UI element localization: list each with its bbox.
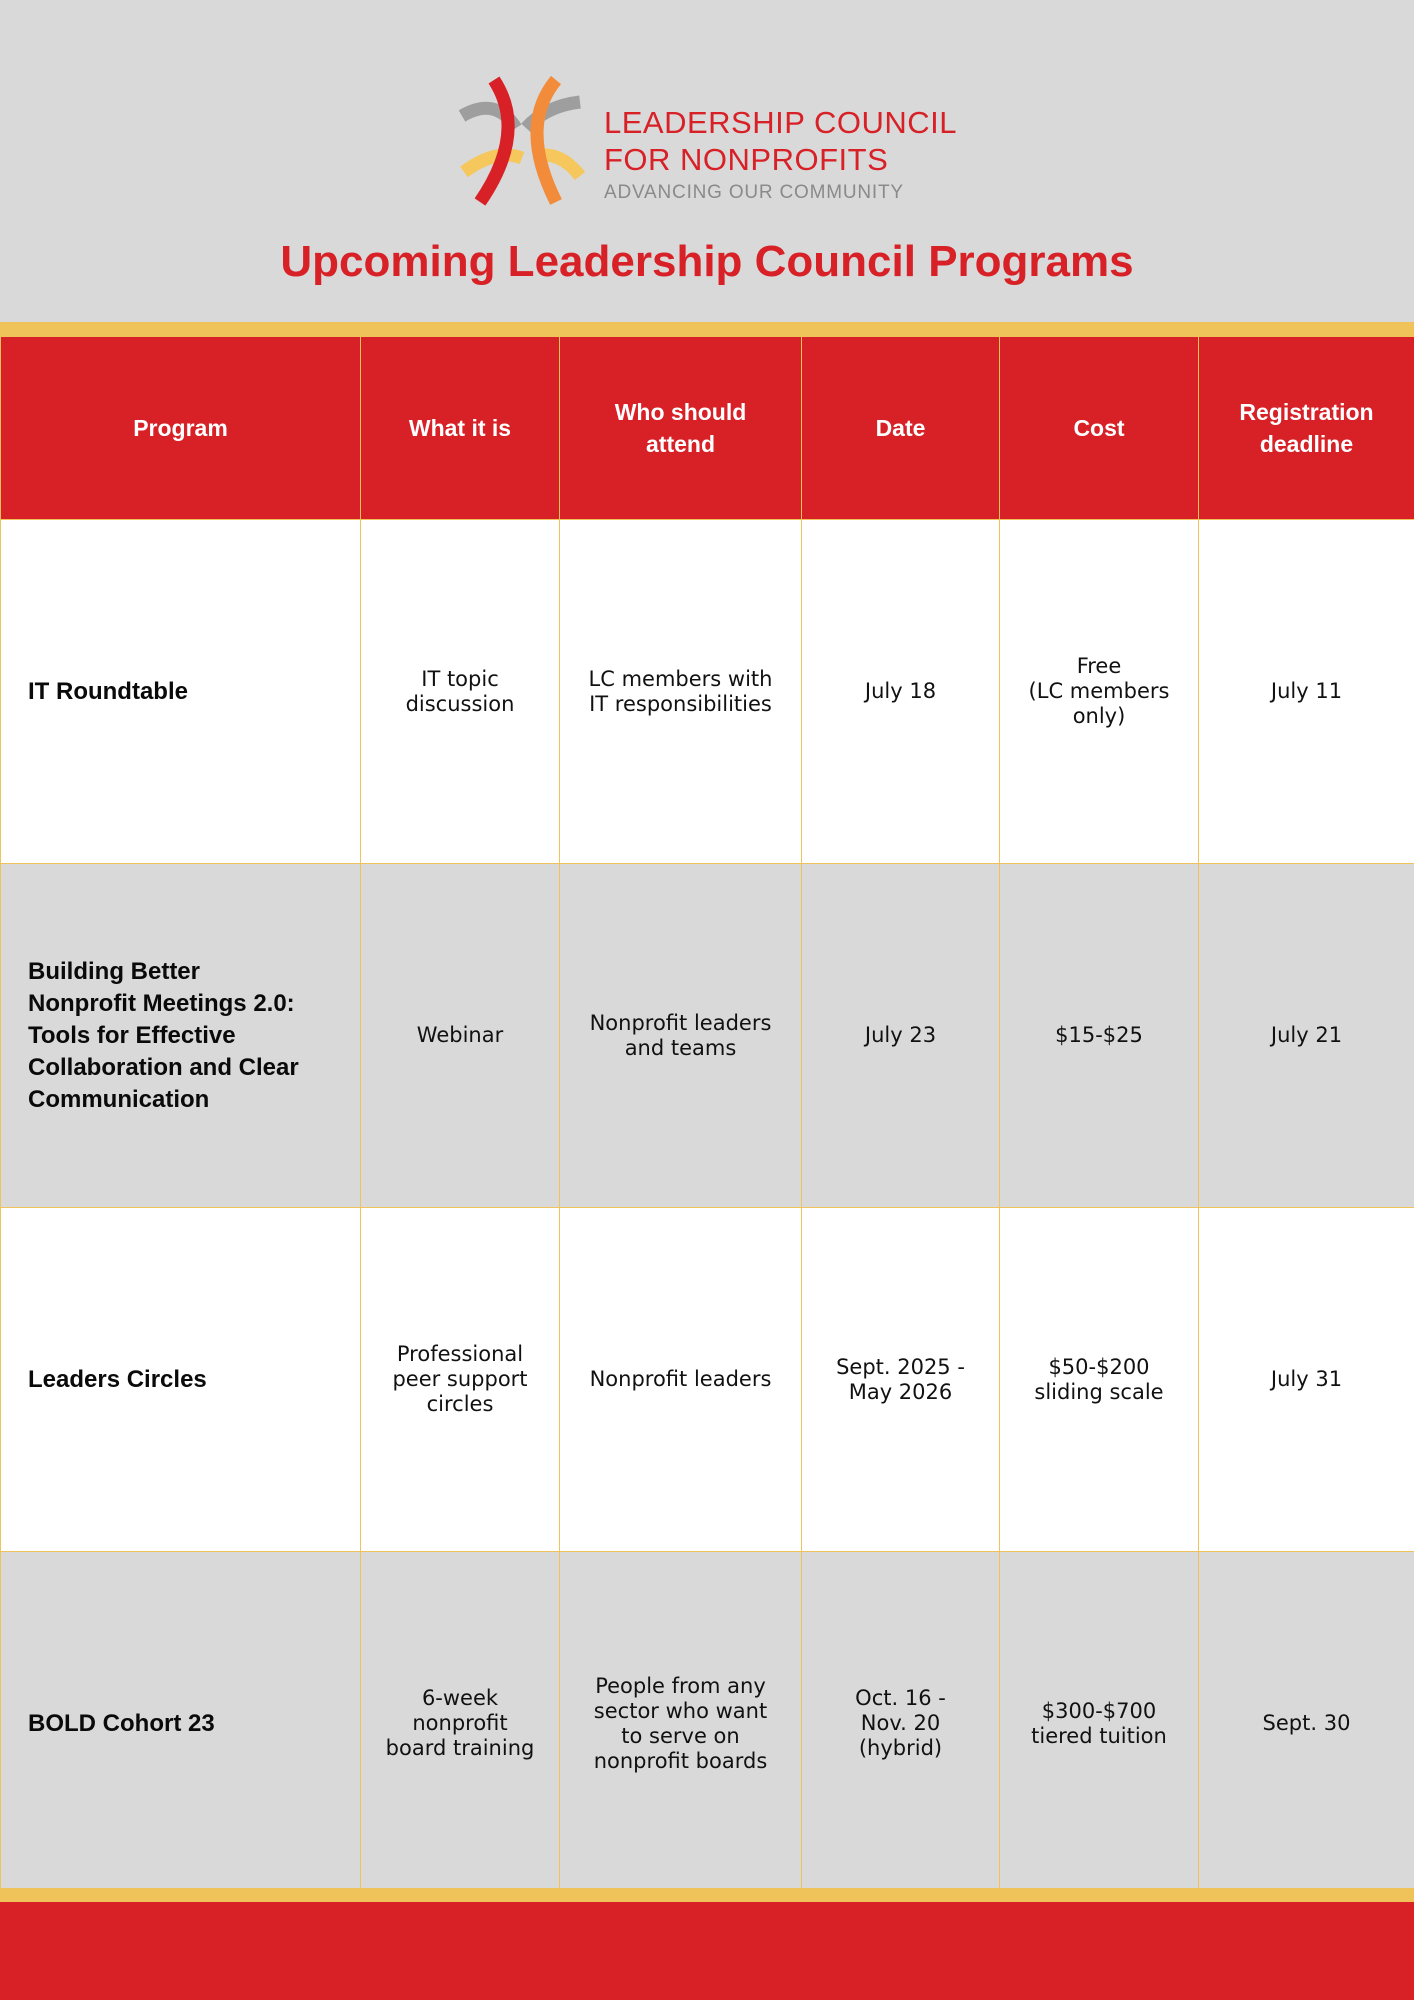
program-name: BOLD Cohort 23	[1, 1552, 361, 1896]
deadline-cell: Sept. 30	[1199, 1552, 1414, 1896]
program-name: Building Better Nonprofit Meetings 2.0: Tools for Effective Collaboration and Clear Communication	[1, 864, 361, 1208]
table-row	[1, 864, 1414, 1208]
what-it-is-cell: IT topic discussion	[361, 520, 560, 864]
who-should-attend-cell: LC members with IT responsibilities	[560, 520, 802, 864]
date-cell: Oct. 16 - Nov. 20 (hybrid)	[802, 1552, 1000, 1896]
deadline-cell: July 31	[1199, 1208, 1414, 1552]
header-cost: Cost	[1000, 337, 1199, 520]
logo-tagline: ADVANCING OUR COMMUNITY	[604, 182, 904, 203]
program-name: IT Roundtable	[1, 520, 361, 864]
what-it-is-cell: Webinar	[361, 864, 560, 1208]
logo-line-2: FOR NONPROFITS	[604, 142, 889, 177]
logo-mark-icon	[456, 76, 586, 206]
cost-cell: $50-$200 sliding scale	[1000, 1208, 1199, 1552]
cost-cell: $300-$700 tiered tuition	[1000, 1552, 1199, 1896]
logo-line-1: LEADERSHIP COUNCIL	[604, 105, 957, 140]
cost-cell: Free (LC members only)	[1000, 520, 1199, 864]
header	[0, 0, 1414, 322]
page-title: Upcoming Leadership Council Programs	[280, 237, 1134, 286]
what-it-is-cell: Professional peer support circles	[361, 1208, 560, 1552]
logo-text	[604, 104, 957, 206]
who-should-attend-cell: Nonprofit leaders and teams	[560, 864, 802, 1208]
logo	[456, 76, 956, 206]
program-name: Leaders Circles	[1, 1208, 361, 1552]
table-row	[1, 1208, 1414, 1552]
deadline-cell: July 21	[1199, 864, 1414, 1208]
header-registration-deadline: Registration deadline	[1199, 337, 1414, 520]
date-cell: July 23	[802, 864, 1000, 1208]
table-row	[1, 1552, 1414, 1896]
table-row	[1, 520, 1414, 864]
date-cell: July 18	[802, 520, 1000, 864]
header-date: Date	[802, 337, 1000, 520]
bottom-divider	[0, 1888, 1414, 1902]
what-it-is-cell: 6-week nonprofit board training	[361, 1552, 560, 1896]
footer-bar	[0, 1902, 1414, 2000]
top-divider	[0, 322, 1414, 336]
header-what-it-is: What it is	[361, 337, 560, 520]
who-should-attend-cell: Nonprofit leaders	[560, 1208, 802, 1552]
header-program: Program	[1, 337, 361, 520]
table-header-row	[1, 337, 1414, 520]
who-should-attend-cell: People from any sector who want to serve on nonprofit boards	[560, 1552, 802, 1896]
programs-table	[0, 336, 1414, 1896]
header-who-should-attend: Who should attend	[560, 337, 802, 520]
deadline-cell: July 11	[1199, 520, 1414, 864]
date-cell: Sept. 2025 - May 2026	[802, 1208, 1000, 1552]
cost-cell: $15-$25	[1000, 864, 1199, 1208]
